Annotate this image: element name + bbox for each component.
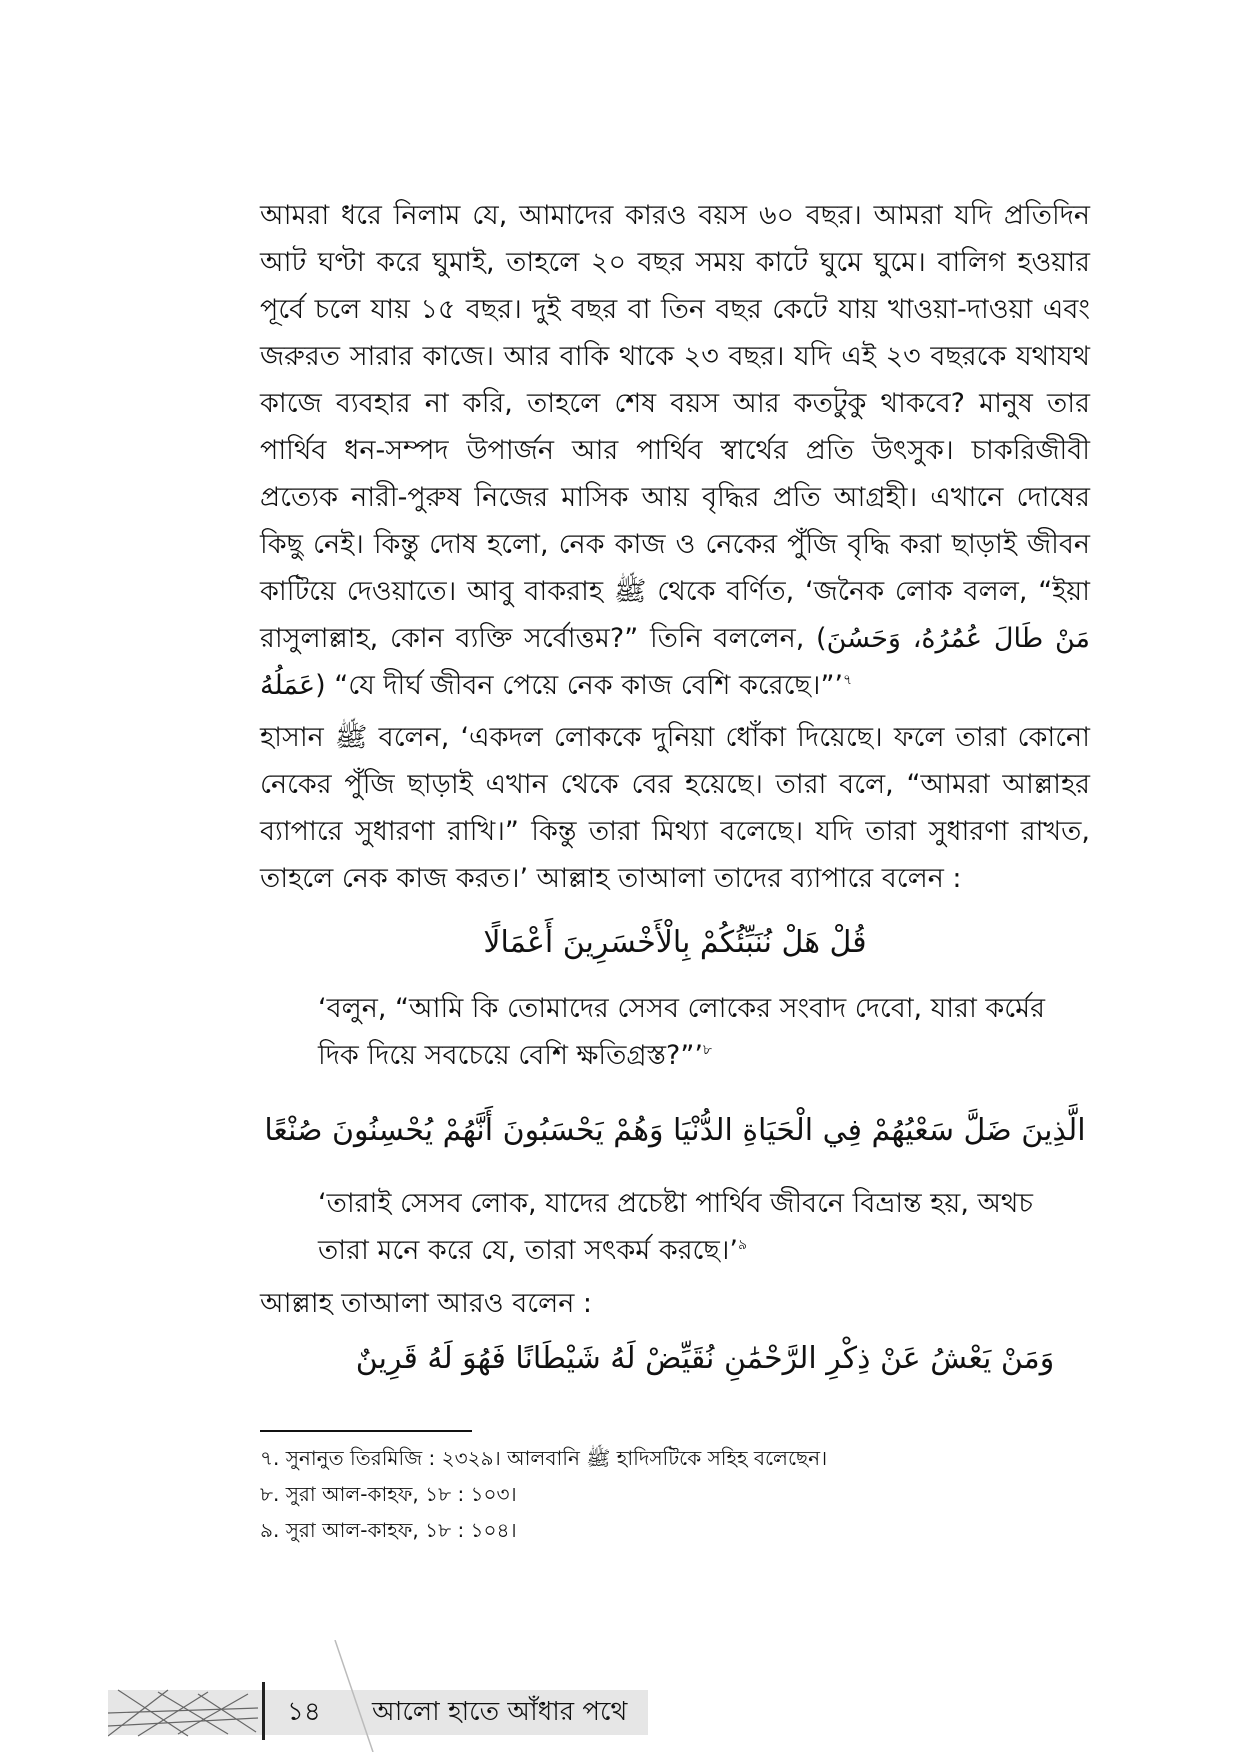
footnote-mark-9: ৯: [738, 1237, 748, 1253]
footnotes: [260, 1440, 1090, 1548]
verse-translation-1: [318, 985, 1078, 1079]
arabic-verse-2: الَّذِينَ ضَلَّ سَعْيُهُمْ فِي الْحَيَاةِ الدُّنْيَا وَهُمْ يَحْسَبُونَ أَنَّهُمْ يُحْسِنُونَ صُنْعًا: [264, 1113, 1086, 1148]
verse-translation-2: [318, 1180, 1078, 1274]
footnote-9: ৯. সুরা আল-কাহফ, ১৮ : ১০৪।: [260, 1518, 517, 1542]
paragraph-1-text: আমরা ধরে নিলাম যে, আমাদের কারও বয়স ৬০ বছর। আমরা যদি প্রতিদিন আট ঘণ্টা করে ঘুমাই, তাহলে ২০ বছর সময় কাটে ঘুমে ঘুমে। বালিগ হওয়ার পূর্বে চলে যায় ১৫ বছর। দুই বছর বা তিন বছর কেটে যায় খাওয়া-দাওয়া এবং জরুরত সারার কাজে। আর বাকি থাকে ২৩ বছর। যদি এই ২৩ বছরকে যথাযথ কাজে ব্যবহার না করি, তাহলে শেষ বয়স আর কতটুকু থাকবে? মানুষ তার পার্থিব ধন-সম্পদ উপার্জন আর পার্থিব স্বার্থের প্রতি উৎসুক। চাকরিজীবী প্রত্যেক নারী-পুরুষ নিজের মাসিক আয় বৃদ্ধির প্রতি আগ্রহী। এখানে দোষের কিছু নেই। কিন্তু দোষ হলো, নেক কাজ ও নেকের পুঁজি বৃদ্ধি করা ছাড়াই জীবন কাটিয়ে দেওয়াতে। আবু বাকরাহ ﷺ থেকে বর্ণিত, ‘জনৈক লোক বলল, “ইয়া রাসুলাল্লাহ, কোন ব্যক্তি সর্বোত্তম?” তিনি বললেন, (مَنْ طَالَ عُمُرُهُ، وَحَسُنَ عَمَلُهُ) “যে দীর্ঘ জীবন পেয়ে নেক কাজ বেশি করেছে।”’: [260, 200, 1090, 701]
verse-translation-1-text: ‘বলুন, “আমি কি তোমাদের সেসব লোকের সংবাদ দেবো, যারা কর্মের দিক দিয়ে সবচেয়ে বেশি ক্ষতিগ্রস্ত?”’: [318, 993, 1045, 1071]
intro-line: আল্লাহ তাআলা আরও বলেন :: [260, 1288, 592, 1319]
page-number: ১৪: [287, 1697, 321, 1727]
book-title: আলো হাতে আঁধার পথে: [372, 1697, 628, 1727]
paragraph-1: [260, 192, 1090, 709]
arabic-verse-3: وَمَنْ يَعْشُ عَنْ ذِكْرِ الرَّحْمَٰنِ نُقَيِّضْ لَهُ شَيْطَانًا فَهُوَ لَهُ قَرِينٌ: [355, 1341, 1055, 1376]
footer-pattern-icon: [108, 1688, 258, 1738]
footnote-8: ৮. সুরা আল-কাহফ, ১৮ : ১০৩।: [260, 1482, 517, 1506]
footnote-divider: [260, 1430, 472, 1432]
paragraph-2-text: হাসান ﷺ বলেন, ‘একদল লোককে দুনিয়া ধোঁকা দিয়েছে। ফলে তারা কোনো নেকের পুঁজি ছাড়াই এখান থেকে বের হয়েছে। তারা বলে, “আমরা আল্লাহর ব্যাপারে সুধারণা রাখি।” কিন্তু তারা মিথ্যা বলেছে। যদি তারা সুধারণা রাখত, তাহলে নেক কাজ করত।’ আল্লাহ তাআলা তাদের ব্যাপারে বলেন :: [260, 722, 1090, 894]
verse-translation-2-text: ‘তারাই সেসব লোক, যাদের প্রচেষ্টা পার্থিব জীবনে বিভ্রান্ত হয়, অথচ তারা মনে করে যে, তারা সৎকর্ম করছে।’: [318, 1188, 1033, 1266]
arabic-verse-1: قُلْ هَلْ نُنَبِّئُكُمْ بِالْأَخْسَرِينَ أَعْمَالًا: [483, 925, 867, 960]
footer-divider: [262, 1682, 265, 1740]
footnote-mark-7: ৭: [843, 672, 853, 688]
footnote-mark-8: ৮: [702, 1042, 713, 1058]
paragraph-2: [260, 714, 1090, 902]
footnote-7: ৭. সুনানুত তিরমিজি : ২৩২৯। আলবানি ﷺ হাদিসটিকে সহিহ বলেছেন।: [260, 1446, 828, 1470]
